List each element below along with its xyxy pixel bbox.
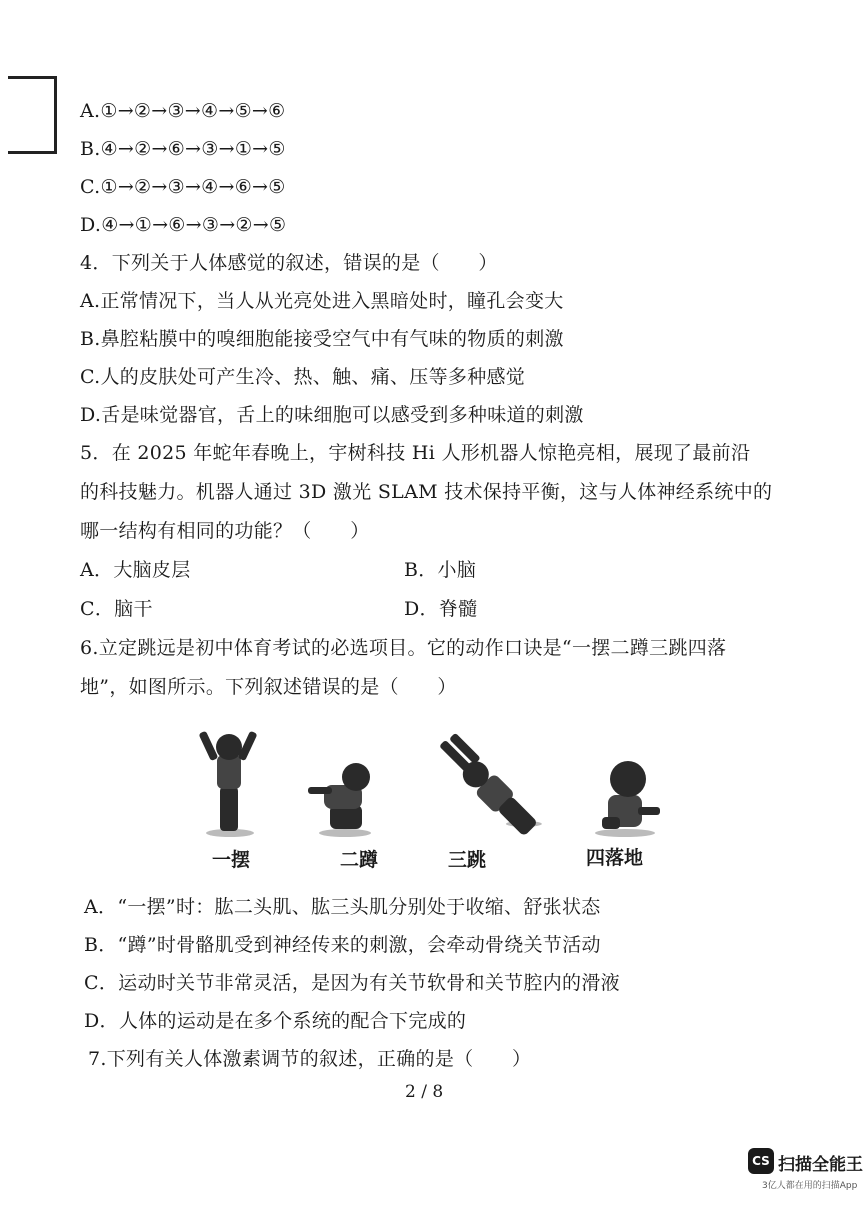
q3-option-a: A.①→②→③→④→⑤→⑥ [80, 100, 286, 122]
scanner-tagline: 3亿人都在用的扫描App [762, 1181, 858, 1191]
long-jump-illustration [190, 725, 670, 840]
figure-label-jump: 三跳 [448, 849, 487, 871]
q6-stem-line-2: 地”，如图所示。下列叙述错误的是（ ） [80, 676, 457, 698]
q7-stem: 7.下列有关人体激素调节的叙述，正确的是（ ） [88, 1048, 532, 1070]
q6-option-c: C．运动时关节非常灵活，是因为有关节软骨和关节腔内的滑液 [84, 972, 620, 994]
q5-stem-line-3: 哪一结构有相同的功能？（ ） [80, 520, 370, 542]
q3-option-c: C.①→②→③→④→⑥→⑤ [80, 176, 286, 198]
q4-stem: 4．下列关于人体感觉的叙述，错误的是（ ） [80, 252, 498, 274]
figure-crouch [308, 763, 371, 837]
figure-label-swing: 一摆 [212, 849, 251, 871]
q3-option-b: B.④→②→⑥→③→①→⑤ [80, 138, 286, 160]
figure-swing [198, 731, 257, 837]
long-jump-figure [190, 725, 670, 870]
q5-option-d: D．脊髓 [404, 598, 478, 620]
figure-label-crouch: 二蹲 [340, 849, 379, 871]
q4-option-b: B.鼻腔粘膜中的嗅细胞能接受空气中有气味的物质的刺激 [80, 328, 564, 350]
q4-option-c: C.人的皮肤处可产生冷、热、触、痛、压等多种感觉 [80, 366, 526, 388]
figure-jump [432, 731, 546, 840]
q6-stem-line-1: 6.立定跳远是初中体育考试的必选项目。它的动作口诀是“一摆二蹲三跳四落 [80, 637, 727, 659]
q5-stem-line-2: 的科技魅力。机器人通过 3D 激光 SLAM 技术保持平衡，这与人体神经系统中的 [80, 481, 773, 503]
figure-landing [595, 761, 660, 837]
q6-option-a: A．“一摆”时：肱二头肌、肱三头肌分别处于收缩、舒张状态 [84, 896, 601, 918]
camscanner-logo: CS [748, 1148, 774, 1174]
q6-option-d: D．人体的运动是在多个系统的配合下完成的 [84, 1010, 467, 1032]
q5-option-c: C．脑干 [80, 598, 153, 620]
page-number: 2 / 8 [405, 1082, 444, 1102]
figure-label-landing: 四落地 [586, 847, 644, 869]
q6-option-b: B．“蹲”时骨骼肌受到神经传来的刺激，会牵动骨绕关节活动 [84, 934, 601, 956]
q4-option-d: D.舌是味觉器官，舌上的味细胞可以感受到多种味道的刺激 [80, 404, 584, 426]
q4-option-a: A.正常情况下，当人从光亮处进入黑暗处时，瞳孔会变大 [80, 290, 564, 312]
scanner-app-name: 扫描全能王 [778, 1155, 863, 1175]
q5-stem-line-1: 5．在 2025 年蛇年春晚上，宇树科技 Hi 人形机器人惊艳亮相，展现了最前沿 [80, 442, 751, 464]
q3-option-d: D.④→①→⑥→③→②→⑤ [80, 214, 287, 236]
q5-option-b: B．小脑 [404, 559, 477, 581]
corner-crop-mark [8, 76, 57, 154]
q5-option-a: A．大脑皮层 [80, 559, 191, 581]
